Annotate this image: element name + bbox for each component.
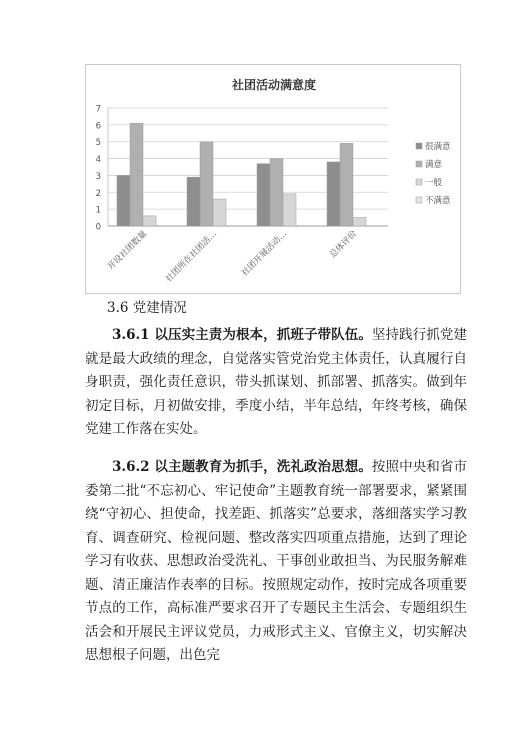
paragraph-lead: 3.6.1 以压实主责为根本，抓班子带队伍。 — [112, 327, 372, 343]
y-tick-label: 3 — [95, 171, 101, 182]
legend-label: 满意 — [425, 160, 443, 170]
satisfaction-chart — [85, 64, 461, 294]
legend-swatch — [416, 143, 422, 149]
legend-label: 不满意 — [425, 196, 451, 206]
legend-label: 一般 — [425, 178, 443, 188]
x-tick-label: 总体评价 — [327, 229, 360, 261]
bar-3-2 — [213, 199, 226, 226]
x-tick-label: 社团开展活动… — [239, 229, 290, 279]
bar-3-3 — [283, 194, 296, 226]
bar-3-4 — [353, 218, 366, 226]
paragraph-3-6-2 — [85, 456, 467, 668]
bar-2-2 — [200, 142, 213, 226]
bar-1-2 — [187, 177, 200, 226]
section-heading: 3.6 党建情况 — [107, 300, 187, 316]
x-tick-label: 社团所在社团活… — [163, 229, 220, 285]
y-tick-label: 4 — [95, 155, 101, 166]
x-tick-label: 开设社团数量 — [105, 229, 150, 273]
y-tick-label: 2 — [95, 188, 101, 199]
bars — [117, 123, 366, 226]
paragraph-3-6-1 — [85, 324, 467, 442]
bar-1-3 — [257, 164, 270, 226]
y-tick-label: 0 — [95, 222, 101, 233]
bar-2-3 — [270, 159, 283, 226]
legend-label: 很满意 — [425, 142, 451, 152]
bar-2-4 — [340, 143, 353, 226]
legend — [416, 141, 451, 206]
y-tick-label: 6 — [95, 121, 101, 132]
chart-title: 社团活动满意度 — [231, 78, 317, 92]
bar-3-1 — [143, 216, 156, 226]
paragraph-body: 按照中央和省市委第二批“不忘初心、牢记使命”主题教育统一部署要求，紧紧围绕“守初心、担使命，找差距、抓落实”总要求，落细落实学习教育、调查研究、检视问题、整改落实四项重点措施，达到了理论学习有收获、思想政治受洗礼、干事创业敢担当、为民服务解难题、清正廉洁作表率的目标。按照规定动作，按时完成各项重要节点的工作，高标准严要求召开了专题民主生活会、专题组织生活会和开展民主评议党员，力戒形式主义、官僚主义，切实解决思想根子问题，出色完 — [85, 459, 468, 663]
paragraph-lead: 3.6.2 以主题教育为抓手，洗礼政治思想。 — [112, 459, 372, 475]
y-tick-label: 1 — [95, 205, 101, 216]
legend-swatch — [416, 179, 422, 185]
paragraph-body: 坚持践行抓党建就是最大政绩的理念，自觉落实管党治党主体责任，认真履行自身职责，强化责任意识，带头抓谋划、抓部署、抓落实。做到年初定目标，月初做安排，季度小结，半年总结，年终考核，确保党建工作落在实处。 — [85, 327, 468, 437]
bar-1-4 — [327, 162, 340, 226]
y-tick-label: 5 — [95, 138, 101, 149]
legend-swatch — [416, 161, 422, 167]
legend-swatch — [416, 197, 422, 203]
bar-2-1 — [130, 123, 143, 226]
chart-canvas — [86, 65, 462, 295]
bar-1-1 — [117, 175, 130, 226]
y-tick-label: 7 — [95, 104, 101, 115]
